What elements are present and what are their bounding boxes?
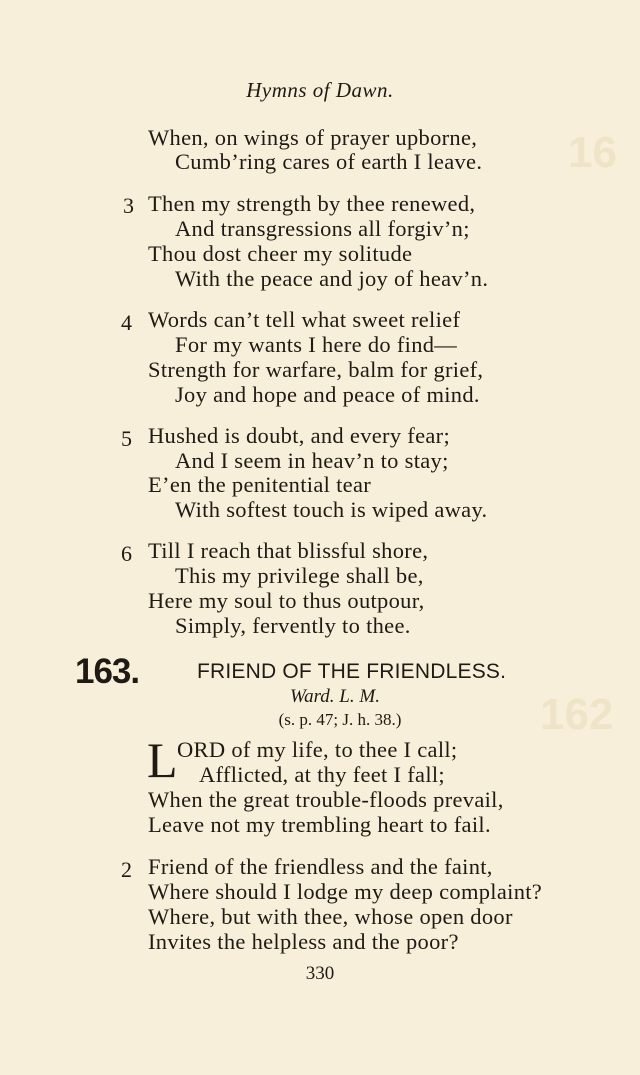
stanza-number: 6 [121, 541, 132, 566]
verse-line: Cumb’ring cares of earth I leave. [175, 149, 483, 174]
stanza-number: 2 [121, 857, 132, 882]
verse-line: When the great trouble-floods prevail, [148, 787, 504, 812]
verse-line: Till I reach that blissful shore, [148, 538, 429, 563]
verse-line: And I seem in heav’n to stay; [175, 448, 449, 473]
running-head: Hymns of Dawn. [246, 78, 394, 102]
verse-line: Here my soul to thus outpour, [148, 588, 425, 613]
drop-cap: L [147, 732, 178, 788]
verse-line: Friend of the friendless and the faint, [148, 854, 493, 879]
tune-name: Ward. L. M. [290, 686, 380, 707]
hymn-references: (s. p. 47; J. h. 38.) [278, 710, 402, 729]
verse-line: With the peace and joy of heav’n. [175, 266, 489, 291]
bleed-through-mark: 16 [568, 128, 617, 177]
verse-line: Leave not my trembling heart to fail. [148, 812, 491, 837]
verse-line: Afflicted, at thy feet I fall; [199, 762, 445, 787]
verse-line: Joy and hope and peace of mind. [175, 382, 480, 407]
stanza-number: 3 [123, 193, 134, 218]
verse-line: E’en the penitential tear [148, 472, 372, 497]
verse-line: Words can’t tell what sweet relief [148, 307, 461, 332]
verse-line: Invites the helpless and the poor? [148, 929, 459, 954]
verse-line: ORD of my life, to thee I call; [177, 737, 458, 762]
verse-line: When, on wings of prayer upborne, [148, 125, 478, 150]
verse-line: With softest touch is wiped away. [175, 497, 488, 522]
bleed-through-mark: 162 [540, 690, 614, 739]
verse-line: Where, but with thee, whose open door [148, 904, 513, 929]
verse-line: Where should I lodge my deep complaint? [148, 879, 543, 904]
hymn-title: FRIEND OF THE FRIENDLESS. [197, 660, 507, 683]
stanza-number: 4 [121, 310, 132, 335]
verse-line: And transgressions all forgiv’n; [175, 216, 470, 241]
verse-line: Then my strength by thee renewed, [148, 191, 476, 216]
verse-line: Hushed is doubt, and every fear; [148, 423, 451, 448]
verse-line: Simply, fervently to thee. [175, 613, 411, 638]
verse-line: Strength for warfare, balm for grief, [148, 357, 484, 382]
page-number: 330 [305, 963, 335, 984]
verse-line: This my privilege shall be, [175, 563, 424, 588]
stanza-number: 5 [121, 426, 132, 451]
verse-line: For my wants I here do find— [175, 332, 458, 357]
verse-line: Thou dost cheer my solitude [148, 241, 413, 266]
hymn-number: 163. [75, 652, 140, 691]
